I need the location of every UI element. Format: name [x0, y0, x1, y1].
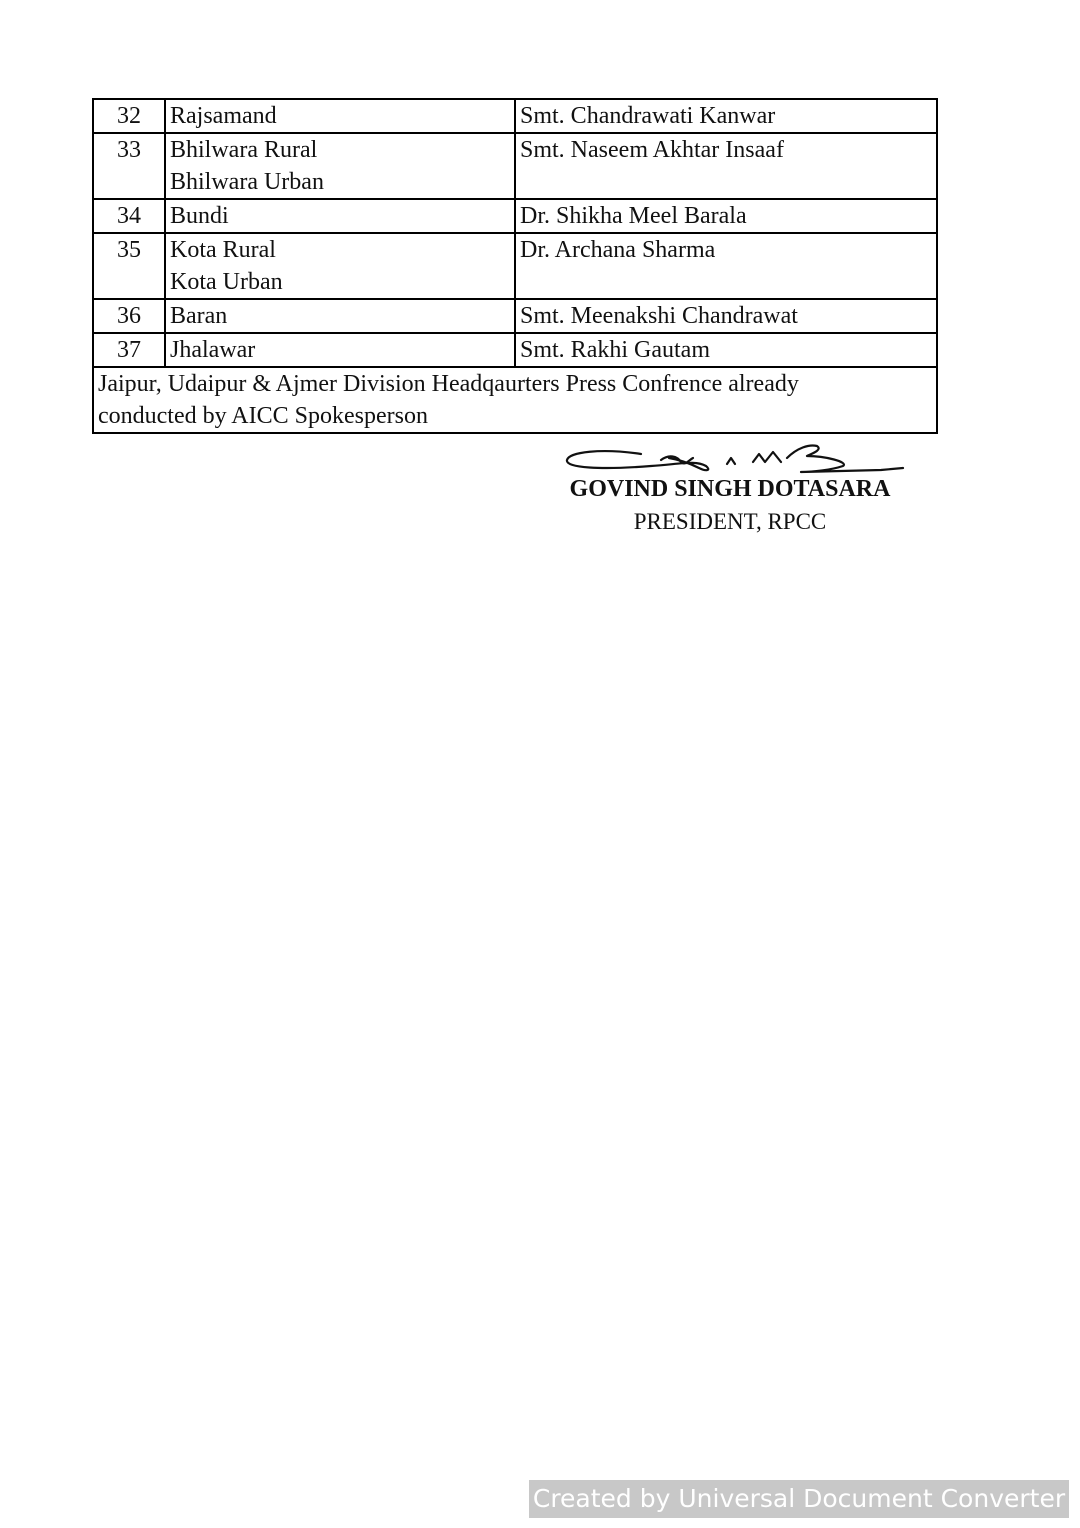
footer-note-line: conducted by AICC Spokesperson	[98, 403, 428, 429]
serial-number: 35	[93, 233, 165, 299]
district-line: Bhilwara Urban	[170, 169, 324, 195]
district-cell	[165, 99, 515, 133]
table-row	[93, 333, 937, 367]
district-line: Baran	[170, 303, 228, 329]
signatory-name: GOVIND SINGH DOTASARA	[569, 476, 891, 502]
table-footer-row	[93, 367, 937, 433]
press-conference-table	[92, 98, 938, 434]
district-cell	[165, 133, 515, 199]
person-cell: Smt. Naseem Akhtar Insaaf	[515, 133, 937, 199]
district-cell	[165, 233, 515, 299]
district-cell	[165, 299, 515, 333]
serial-number: 33	[93, 133, 165, 199]
person-cell: Smt. Chandrawati Kanwar	[515, 99, 937, 133]
signatory-title: PRESIDENT, RPCC	[633, 509, 827, 534]
table-row	[93, 233, 937, 299]
district-line: Bhilwara Rural	[170, 137, 318, 163]
converter-watermark: Created by Universal Document Converter	[529, 1480, 1069, 1518]
district-cell	[165, 199, 515, 233]
person-cell: Smt. Rakhi Gautam	[515, 333, 937, 367]
footer-note	[93, 367, 937, 433]
district-line: Kota Urban	[170, 269, 283, 295]
serial-number: 32	[93, 99, 165, 133]
handwritten-signature	[561, 438, 906, 480]
district-line: Rajsamand	[170, 103, 277, 129]
district-line: Jhalawar	[170, 337, 256, 363]
person-cell: Dr. Archana Sharma	[515, 233, 937, 299]
serial-number: 34	[93, 199, 165, 233]
serial-number: 36	[93, 299, 165, 333]
table-row	[93, 199, 937, 233]
district-line: Bundi	[170, 203, 229, 229]
person-cell: Smt. Meenakshi Chandrawat	[515, 299, 937, 333]
table-row	[93, 299, 937, 333]
district-cell	[165, 333, 515, 367]
footer-note-line: Jaipur, Udaipur & Ajmer Division Headqaurters Press Confrence already	[98, 371, 799, 397]
district-line: Kota Rural	[170, 237, 276, 263]
table-row	[93, 99, 937, 133]
table-row	[93, 133, 937, 199]
serial-number: 37	[93, 333, 165, 367]
person-cell: Dr. Shikha Meel Barala	[515, 199, 937, 233]
